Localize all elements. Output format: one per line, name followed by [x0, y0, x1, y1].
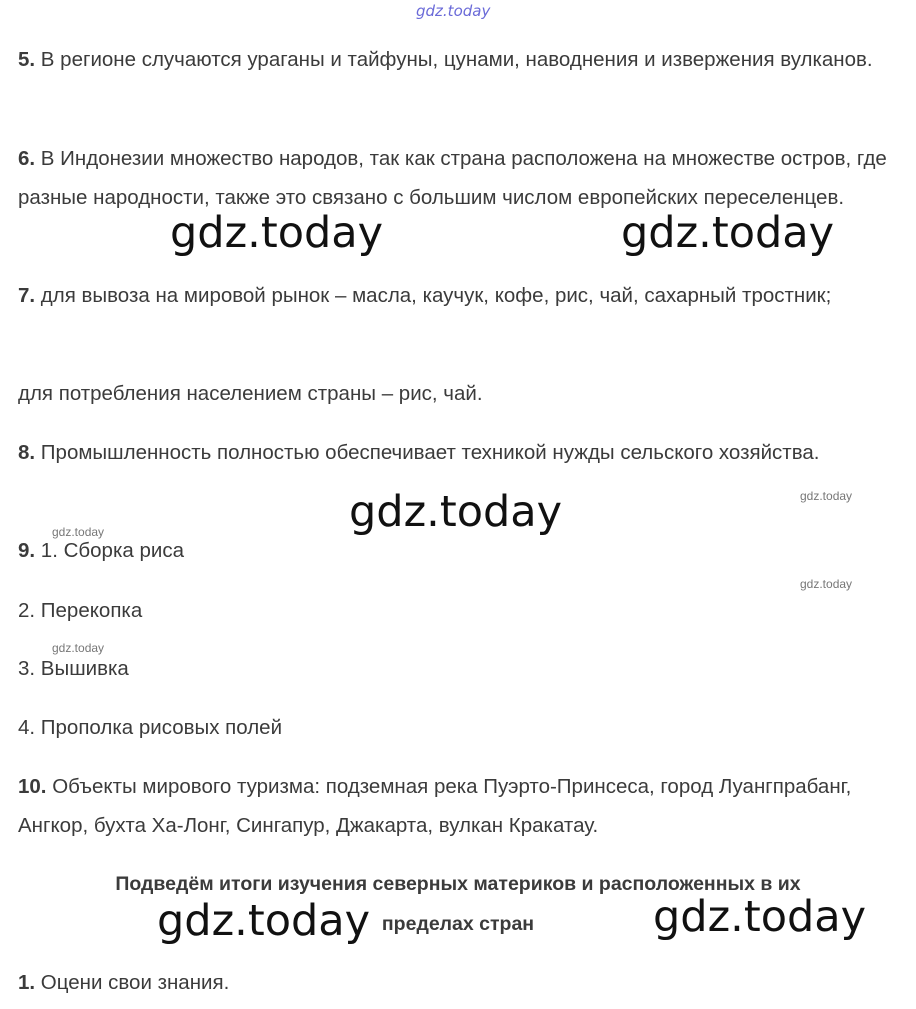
answer-7-domestic: [18, 374, 898, 413]
watermark-large: gdz.today: [157, 896, 371, 946]
section-heading-line-1: Подведём итоги изучения северных материков и расположенных в их: [115, 873, 801, 895]
answer-10: [18, 767, 898, 845]
watermark-large: gdz.today: [170, 208, 384, 258]
answer-number: 1.: [18, 971, 36, 994]
watermark-small: gdz.today: [800, 577, 853, 591]
answer-text: Промышленность полностью обеспечивает техникой нужды сельского хозяйства.: [35, 441, 820, 464]
answer-number: 5.: [18, 48, 36, 71]
answer-number: 6.: [18, 147, 36, 170]
answer-number: 10.: [18, 775, 47, 798]
answer-text: 3. Вышивка: [18, 657, 129, 680]
answer-text: 2. Перекопка: [18, 599, 143, 622]
answer-number: 7.: [18, 284, 36, 307]
answer-text: В регионе случаются ураганы и тайфуны, цунами, наводнения и извержения вулканов.: [35, 48, 873, 71]
answer-8: [18, 433, 898, 472]
watermark-large: gdz.today: [349, 487, 563, 537]
answer-7: [18, 276, 898, 315]
answer-text: 1. Сборка риса: [35, 539, 184, 562]
answer-text: В Индонезии множество народов, так как страна расположена на множестве остров, где разные народности, также это связано с большим числом европейских переселенцев.: [18, 147, 887, 209]
answer-5: [18, 40, 898, 79]
answer-text: Объекты мирового туризма: подземная река Пуэрто-Принсеса, город Луангпрабанг, Ангкор, бухта Ха-Лонг, Сингапур, Джакарта, вулкан Кракатау.: [18, 775, 852, 837]
watermark-large: gdz.today: [653, 892, 867, 942]
section-heading-line-2: пределах стран: [381, 913, 535, 935]
answer-number: 9.: [18, 539, 36, 562]
answer-text: для потребления населением страны – рис, чай.: [18, 382, 483, 405]
watermark-small: gdz.today: [52, 641, 105, 655]
final-item-1: [18, 963, 898, 1002]
answer-text: для вывоза на мировой рынок – масла, каучук, кофе, рис, чай, сахарный тростник;: [35, 284, 832, 307]
answer-text: Оцени свои знания.: [35, 971, 230, 994]
watermark-small: gdz.today: [800, 489, 853, 503]
answer-9-item-4: [18, 708, 898, 747]
answer-9-item-3: [18, 649, 898, 688]
top-watermark: gdz.today: [416, 2, 491, 20]
watermark-large: gdz.today: [621, 208, 835, 258]
answer-9-item-2: [18, 591, 898, 630]
watermark-small: gdz.today: [52, 525, 105, 539]
answer-text: 4. Прополка рисовых полей: [18, 716, 283, 739]
answer-6: [18, 139, 898, 217]
answer-number: 8.: [18, 441, 36, 464]
